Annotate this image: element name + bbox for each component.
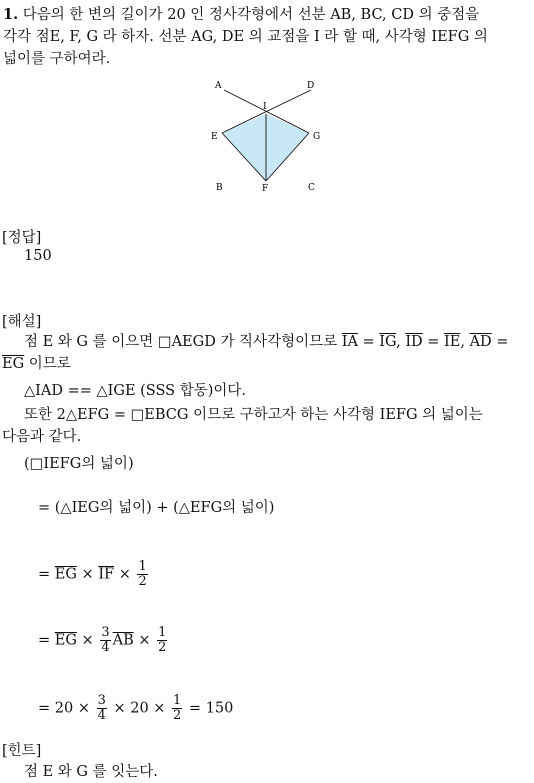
explanation-line-2: $\overline{EG}$ 이므로 <box>2 356 71 372</box>
equation-4: = 20 × $\frac{3}{4}$ × 20 × $\frac{1}{2}$ = 150 <box>38 693 234 723</box>
explanation-header: [해설] <box>2 314 42 330</box>
fraction-three-quarters: $\frac{3}{4}$ <box>97 693 106 723</box>
label-G: G <box>313 132 321 142</box>
label-A: A <box>215 81 222 91</box>
explanation-line-6: (□IEFG의 넓이) <box>24 456 134 472</box>
segment-IE: $\overline{IE}$ <box>444 334 461 350</box>
fraction-one-half: $\frac{1}{2}$ <box>138 559 147 589</box>
fraction-three-quarters: $\frac{3}{4}$ <box>101 625 110 655</box>
problem-line-3: 넓이를 구하여라. <box>3 51 111 67</box>
problem-line-2: 각각 점E, F, G 라 하자. 선분 AG, DE 의 교점을 I 라 할 때, 사각형 IEFG 의 <box>3 29 488 45</box>
segment-ID: $\overline{ID}$ <box>405 334 423 350</box>
explanation-line-1: 점 E 와 G 를 이으면 □AEGD 가 직사각형이므로 $\overline{IA} = \overline{IG}$, $\overline{ID} = \overline{IE}$, $\overline{AD}$ = <box>24 334 509 350</box>
label-C: C <box>308 183 315 193</box>
fraction-one-half: $\frac{1}{2}$ <box>158 625 167 655</box>
answer-header: [정답] <box>2 230 42 246</box>
label-E: E <box>211 132 218 142</box>
segment-IA: $\overline{IA}$ <box>341 334 358 350</box>
hint-header: [힌트] <box>2 743 42 759</box>
hint-text: 점 E 와 G 를 잇는다. <box>24 764 158 780</box>
equation-3: = $\overline{EG}$ × $\frac{3}{4}$ $\overline{AB}$ × $\frac{1}{2}$ <box>38 625 167 655</box>
label-D: D <box>307 81 315 91</box>
explanation-line-3: △IAD == △IGE (SSS 합동)이다. <box>24 383 246 399</box>
answer-value: 150 <box>24 248 52 264</box>
problem-line-1 <box>3 4 479 26</box>
explanation-line-5: 다음과 같다. <box>2 429 82 445</box>
equation-1: = (△IEG의 넓이) + (△EFG의 넓이) <box>38 500 275 516</box>
segment-AD: $\overline{AD}$ <box>469 334 492 350</box>
equation-2: = $\overline{EG} \times \overline{IF}$ × $\frac{1}{2}$ <box>38 559 147 589</box>
problem-number: 1. <box>3 6 19 23</box>
label-B: B <box>216 183 223 193</box>
problem-text-1: 다음의 한 변의 길이가 20 인 정사각형에서 선분 AB, BC, CD 의 중점을 <box>22 7 480 23</box>
segment-IG: $\overline{IG}$ <box>379 334 397 350</box>
square-figure <box>205 75 330 195</box>
label-F: F <box>262 184 269 194</box>
fraction-one-half: $\frac{1}{2}$ <box>173 693 182 723</box>
label-I: I <box>263 102 267 112</box>
segment-EG: $\overline{EG}$ <box>2 356 25 372</box>
explanation-line-4: 또한 2△EFG = □EBCG 이므로 구하고자 하는 사각형 IEFG 의 넓이는 <box>24 407 483 423</box>
